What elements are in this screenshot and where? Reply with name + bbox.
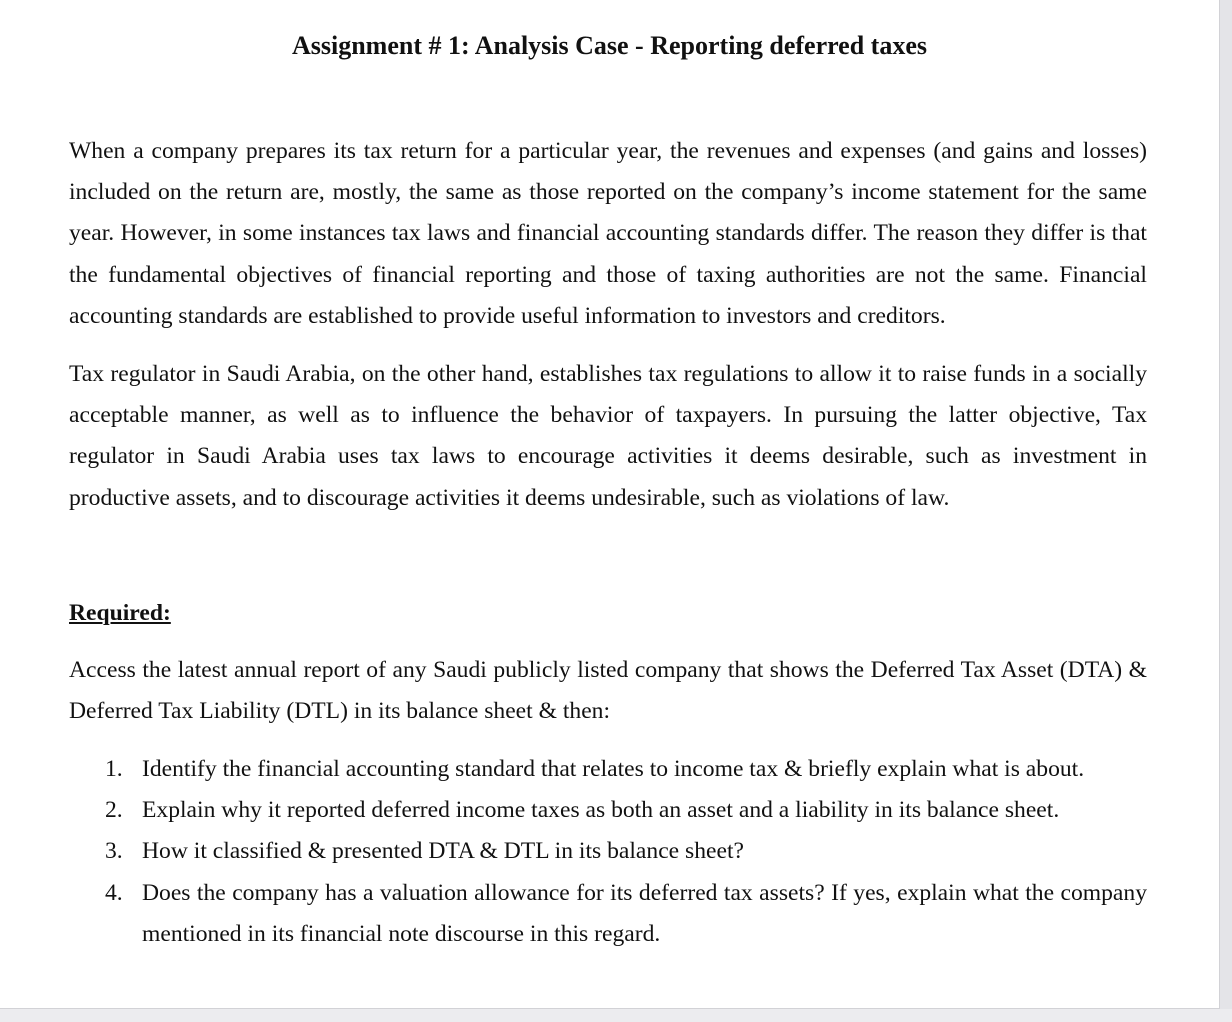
page-title: Assignment # 1: Analysis Case - Reporting deferred taxes — [291, 31, 928, 60]
task-number: 4. — [105, 879, 123, 906]
task-list — [69, 749, 1147, 955]
task-number: 1. — [105, 756, 123, 782]
viewer-background — [0, 1009, 1232, 1022]
task-item — [69, 831, 1147, 872]
task-number: 3. — [105, 838, 123, 865]
task-text: Explain why it reported deferred income taxes as both an asset and a liability in its balance sheet. — [142, 797, 1060, 824]
required-heading: Required: — [69, 600, 171, 626]
intro-paragraph: When a company prepares its tax return for a particular year, the revenues and expenses (and gains and losses) included on the return are, mostly, the same as those reported on the company’s income statement for the same year. However, in some instances tax laws and financial accounting standards differ. The reason they differ is that the fundamental objectives of financial reporting and those of taxing authorities are not the same. Financial accounting standards are established to provide useful information to investors and creditors. — [69, 138, 1147, 329]
task-text: Identify the financial accounting standard that relates to income tax & briefly explain what is about. — [142, 756, 1085, 782]
task-text: How it classified & presented DTA & DTL in its balance sheet? — [142, 838, 744, 865]
task-item — [69, 790, 1147, 831]
vertical-scrollbar[interactable] — [1220, 0, 1232, 1022]
regulator-paragraph: Tax regulator in Saudi Arabia, on the other hand, establishes tax regulations to allow it to raise funds in a socially acceptable manner, as well as to influence the behavior of taxpayers. In pursuing the latter objective, Tax regulator in Saudi Arabia uses tax laws to encourage activities it deems desirable, such as investment in productive assets, and to discourage activities it deems undesirable, such as violations of law. — [69, 361, 1147, 511]
task-text: Does the company has a valuation allowance for its deferred tax assets? If yes, explain what the company mentioned in its financial note discourse in this regard. — [142, 879, 1147, 947]
task-number: 2. — [105, 797, 123, 824]
instructions-paragraph: Access the latest annual report of any Saudi publicly listed company that shows the Deferred Tax Asset (DTA) & Deferred Tax Liability (DTL) in its balance sheet & then: — [69, 657, 1147, 725]
task-item — [69, 873, 1147, 955]
task-item — [69, 749, 1147, 790]
